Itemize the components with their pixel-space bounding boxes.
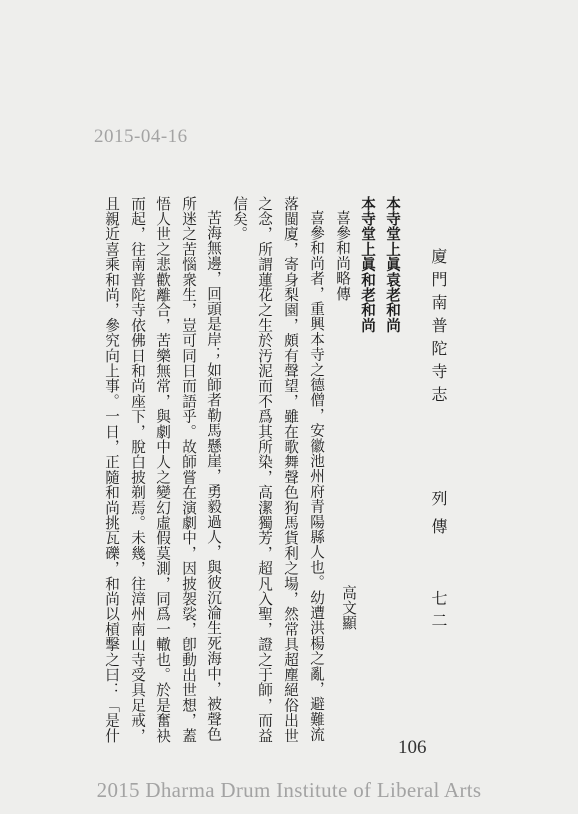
body-column: 之念，所謂蓮花之生於汚泥而不爲其所染，高潔獨芳，超凡入聖，證之于師，而益 xyxy=(256,196,273,744)
heading-2: 本寺堂上眞和老和尚 xyxy=(359,196,376,333)
body-column: 且親近喜乘和尚，參究向上事。一日，正隨和尚挑瓦礫，和尚以槓擊之曰：「是什 xyxy=(103,196,120,744)
body-column: 悟人世之悲歡離合，苦樂無常，與劇中人之變幻虛假莫測，同爲一轍也。於是奮袂 xyxy=(154,196,171,744)
biography-title: 喜參和尚略傳 xyxy=(334,210,351,302)
running-header-title: 廈門南普陀寺志 xyxy=(429,248,448,409)
author-name: 高文顯 xyxy=(340,585,357,631)
body-column: 喜參和尚者，重興本寺之德僧，安徽池州府青陽縣人也。幼遭洪楊之亂，避難流 xyxy=(308,210,325,742)
running-header-page-number: 七二 xyxy=(429,590,448,634)
running-header-chapter: 列傳 xyxy=(429,490,448,546)
body-column: 信矣。 xyxy=(231,196,248,242)
footer-credit-watermark: 2015 Dharma Drum Institute of Liberal Arts xyxy=(96,778,482,802)
body-column: 苦海無邊，回頭是岸；如師者勒馬懸崖，勇毅過人，與彼沉淪生死海中，被聲色 xyxy=(205,210,222,742)
page-number: 106 xyxy=(398,737,427,758)
body-column: 所迷之苦惱衆生，豈可同日而語乎。故師嘗在演劇中，因披袈裟，卽動出世想，蓋 xyxy=(180,196,197,744)
body-column: 落閩廈，寄身梨園，頗有聲望，雖在歌舞聲色狗馬貨利之場，然常具超塵絕俗出世 xyxy=(282,196,299,744)
heading-1: 本寺堂上眞袁老和尚 xyxy=(384,196,401,333)
body-column: 而起，往南普陀寺依佛日和尚座下，脫白披剃焉。未幾，往漳州南山寺受具足戒， xyxy=(129,196,146,744)
date-stamp: 2015-04-16 xyxy=(94,126,188,147)
